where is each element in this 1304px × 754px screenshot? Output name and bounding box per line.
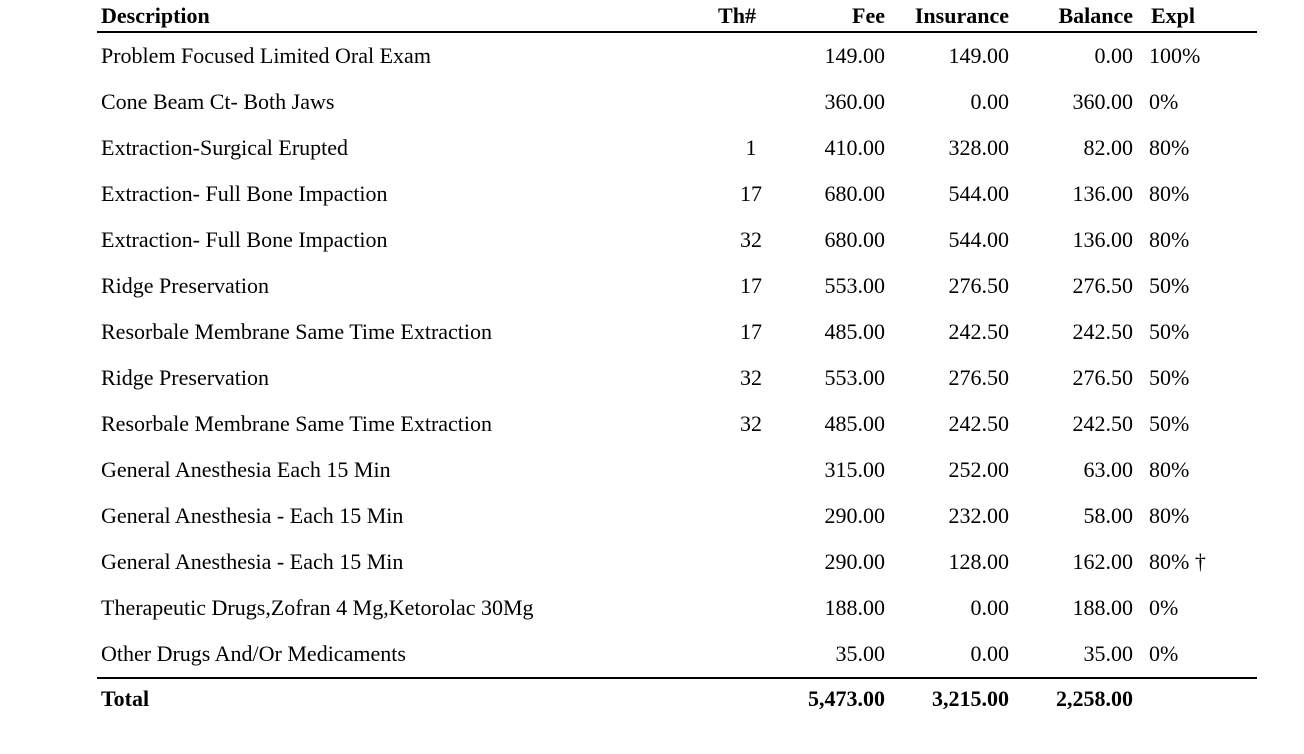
cell-expl: 100% xyxy=(1149,43,1201,68)
cell-fee: 149.00 xyxy=(824,43,885,68)
cell-tooth: 32 xyxy=(740,227,762,252)
total-expl-blank xyxy=(1141,678,1257,718)
cell-insurance: 242.50 xyxy=(948,319,1009,344)
cell-fee: 553.00 xyxy=(824,273,885,298)
cell-balance: 35.00 xyxy=(1083,641,1133,666)
table-row xyxy=(97,217,1257,263)
table-row xyxy=(97,309,1257,355)
cell-insurance: 0.00 xyxy=(970,89,1009,114)
cell-balance: 276.50 xyxy=(1072,273,1133,298)
cell-insurance: 128.00 xyxy=(948,549,1009,574)
cell-description: Extraction-Surgical Erupted xyxy=(101,135,349,160)
cell-balance: 0.00 xyxy=(1094,43,1133,68)
cell-fee: 360.00 xyxy=(824,89,885,114)
cell-tooth xyxy=(697,631,777,678)
cell-fee: 680.00 xyxy=(824,227,885,252)
table-row xyxy=(97,79,1257,125)
cell-insurance: 242.50 xyxy=(948,411,1009,436)
cell-balance: 136.00 xyxy=(1072,227,1133,252)
cell-expl: 0% xyxy=(1149,641,1179,666)
cell-fee: 485.00 xyxy=(824,319,885,344)
cell-description: Resorbale Membrane Same Time Extraction xyxy=(101,411,493,436)
cell-description: Therapeutic Drugs,Zofran 4 Mg,Ketorolac 30Mg xyxy=(101,595,534,620)
cell-balance: 242.50 xyxy=(1072,319,1133,344)
table-row xyxy=(97,171,1257,217)
cell-balance: 63.00 xyxy=(1083,457,1133,482)
cell-balance: 360.00 xyxy=(1072,89,1133,114)
cell-expl: 50% xyxy=(1149,411,1190,436)
cell-tooth: 17 xyxy=(740,319,762,344)
cell-description: General Anesthesia Each 15 Min xyxy=(101,457,391,482)
header-tooth: Th# xyxy=(697,0,777,32)
total-label: Total xyxy=(97,678,697,718)
cell-tooth xyxy=(697,493,777,539)
table-row xyxy=(97,493,1257,539)
cell-expl: 0% xyxy=(1149,595,1179,620)
cell-expl: 50% xyxy=(1149,273,1190,298)
table-header xyxy=(97,0,1257,32)
cell-insurance: 252.00 xyxy=(948,457,1009,482)
cell-fee: 485.00 xyxy=(824,411,885,436)
cell-tooth: 17 xyxy=(740,273,762,298)
total-row xyxy=(97,678,1257,718)
cell-fee: 680.00 xyxy=(824,181,885,206)
cell-fee: 188.00 xyxy=(824,595,885,620)
header-expl: Expl xyxy=(1141,0,1257,32)
cell-tooth: 32 xyxy=(740,365,762,390)
cell-expl: 80% xyxy=(1149,135,1190,160)
header-row xyxy=(97,0,1257,32)
header-balance: Balance xyxy=(1013,0,1141,32)
cell-insurance: 149.00 xyxy=(948,43,1009,68)
table-row xyxy=(97,447,1257,493)
cell-tooth: 17 xyxy=(740,181,762,206)
cell-insurance: 276.50 xyxy=(948,365,1009,390)
cell-description: General Anesthesia - Each 15 Min xyxy=(101,549,404,574)
total-tooth-blank xyxy=(697,678,777,718)
cell-description: Extraction- Full Bone Impaction xyxy=(101,227,388,252)
cell-fee: 290.00 xyxy=(824,503,885,528)
table-row xyxy=(97,631,1257,678)
cell-tooth: 1 xyxy=(745,135,757,160)
cell-tooth: 32 xyxy=(740,411,762,436)
table-row xyxy=(97,263,1257,309)
cell-balance: 58.00 xyxy=(1083,503,1133,528)
cell-tooth xyxy=(697,585,777,631)
cell-description: Ridge Preservation xyxy=(101,273,270,298)
cell-fee: 290.00 xyxy=(824,549,885,574)
cell-expl: 50% xyxy=(1149,319,1190,344)
cell-insurance: 328.00 xyxy=(948,135,1009,160)
cell-insurance: 0.00 xyxy=(970,595,1009,620)
cell-balance: 188.00 xyxy=(1072,595,1133,620)
cell-fee: 315.00 xyxy=(824,457,885,482)
table-row xyxy=(97,125,1257,171)
cell-expl: 80% xyxy=(1149,503,1190,528)
cell-tooth xyxy=(697,447,777,493)
cell-balance: 82.00 xyxy=(1083,135,1133,160)
cell-description: Ridge Preservation xyxy=(101,365,270,390)
cell-balance: 276.50 xyxy=(1072,365,1133,390)
fee-table xyxy=(97,0,1257,718)
cell-description: Problem Focused Limited Oral Exam xyxy=(101,43,431,68)
cell-insurance: 276.50 xyxy=(948,273,1009,298)
total-balance: 2,258.00 xyxy=(1013,678,1141,718)
header-insurance: Insurance xyxy=(893,0,1013,32)
cell-fee: 35.00 xyxy=(835,641,885,666)
cell-description: Resorbale Membrane Same Time Extraction xyxy=(101,319,493,344)
total-insurance: 3,215.00 xyxy=(893,678,1013,718)
cell-fee: 410.00 xyxy=(824,135,885,160)
cell-tooth xyxy=(697,539,777,585)
cell-balance: 136.00 xyxy=(1072,181,1133,206)
cell-fee: 553.00 xyxy=(824,365,885,390)
table-row xyxy=(97,32,1257,79)
table-row xyxy=(97,585,1257,631)
cell-expl: 80% † xyxy=(1149,549,1206,574)
cell-tooth xyxy=(697,32,777,79)
cell-description: General Anesthesia - Each 15 Min xyxy=(101,503,404,528)
header-description: Description xyxy=(97,0,697,32)
cell-insurance: 0.00 xyxy=(970,641,1009,666)
table-body xyxy=(97,32,1257,678)
table-row xyxy=(97,401,1257,447)
cell-expl: 80% xyxy=(1149,181,1190,206)
total-fee: 5,473.00 xyxy=(777,678,893,718)
cell-expl: 0% xyxy=(1149,89,1179,114)
cell-expl: 50% xyxy=(1149,365,1190,390)
cell-balance: 242.50 xyxy=(1072,411,1133,436)
header-fee: Fee xyxy=(777,0,893,32)
cell-description: Cone Beam Ct- Both Jaws xyxy=(101,89,335,114)
cell-description: Other Drugs And/Or Medicaments xyxy=(101,641,406,666)
table-row xyxy=(97,539,1257,585)
cell-insurance: 232.00 xyxy=(948,503,1009,528)
cell-expl: 80% xyxy=(1149,457,1190,482)
cell-expl: 80% xyxy=(1149,227,1190,252)
table-row xyxy=(97,355,1257,401)
table-footer xyxy=(97,678,1257,718)
cell-insurance: 544.00 xyxy=(948,181,1009,206)
cell-tooth xyxy=(697,79,777,125)
cell-description: Extraction- Full Bone Impaction xyxy=(101,181,388,206)
cell-balance: 162.00 xyxy=(1072,549,1133,574)
cell-insurance: 544.00 xyxy=(948,227,1009,252)
